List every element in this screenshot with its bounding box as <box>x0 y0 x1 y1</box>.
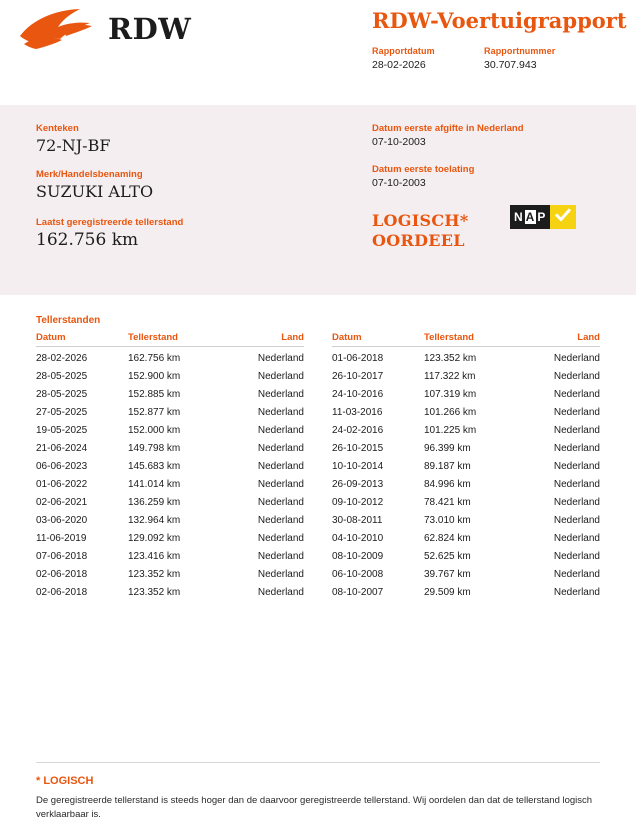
table-row <box>332 440 600 458</box>
cell-land: Nederland <box>553 479 600 490</box>
cell-tellerstand: 52.625 km <box>424 551 471 562</box>
cell-datum: 26-10-2017 <box>332 371 384 382</box>
kenteken-value: 72-NJ-BF <box>36 136 111 155</box>
cell-land: Nederland <box>257 533 304 544</box>
cell-tellerstand: 39.767 km <box>424 569 471 580</box>
cell-datum: 08-10-2009 <box>332 551 384 562</box>
footer-text: De geregistreerde tellerstand is steeds hoger dan de daarvoor geregistreerde tellerstand. Wij oordelen dan dat de tellerstand logisch verklaarbaar is. <box>36 794 593 820</box>
cell-tellerstand: 136.259 km <box>128 497 181 508</box>
odometer-tables-section <box>0 295 636 602</box>
cell-datum: 07-06-2018 <box>36 551 88 562</box>
cell-land: Nederland <box>257 461 304 472</box>
cell-land: Nederland <box>553 569 600 580</box>
footer-divider <box>36 762 600 763</box>
check-icon <box>555 207 571 228</box>
cell-land: Nederland <box>553 587 600 598</box>
column-header-land: Land <box>224 332 304 347</box>
cell-land: Nederland <box>257 569 304 580</box>
odometer-table-left <box>36 332 304 602</box>
merk-label: Merk/Handelsbenaming <box>36 169 143 180</box>
meta-rapportdatum-value: 28-02-2026 <box>372 59 426 71</box>
cell-datum: 09-10-2012 <box>332 497 384 508</box>
table-row <box>36 458 304 476</box>
cell-datum: 10-10-2014 <box>332 461 384 472</box>
cell-land: Nederland <box>553 353 600 364</box>
odometer-table-right-body <box>332 347 600 602</box>
cell-tellerstand: 145.683 km <box>128 461 181 472</box>
cell-land: Nederland <box>257 425 304 436</box>
nap-letter-a: A <box>525 210 536 224</box>
cell-tellerstand: 123.416 km <box>128 551 181 562</box>
table-row <box>332 512 600 530</box>
cell-datum: 24-10-2016 <box>332 389 384 400</box>
table-header-row <box>36 332 304 347</box>
cell-tellerstand: 132.964 km <box>128 515 181 526</box>
cell-land: Nederland <box>553 371 600 382</box>
cell-land: Nederland <box>553 389 600 400</box>
cell-tellerstand: 107.319 km <box>424 389 477 400</box>
cell-datum: 11-06-2019 <box>36 533 87 544</box>
table-row <box>36 494 304 512</box>
cell-datum: 26-09-2013 <box>332 479 384 490</box>
table-row <box>332 494 600 512</box>
table-row <box>332 368 600 386</box>
cell-datum: 28-05-2025 <box>36 389 88 400</box>
column-header-tellerstand: Tellerstand <box>128 332 224 347</box>
column-header-tellerstand: Tellerstand <box>424 332 520 347</box>
nap-letter-n: N <box>514 210 524 224</box>
cell-land: Nederland <box>553 425 600 436</box>
cell-datum: 06-06-2023 <box>36 461 88 472</box>
cell-datum: 19-05-2025 <box>36 425 88 436</box>
column-header-datum: Datum <box>36 332 128 347</box>
table-row <box>36 512 304 530</box>
table-row <box>332 404 600 422</box>
verdict-line-1: LOGISCH* <box>372 211 469 230</box>
table-row <box>36 347 304 368</box>
footer-note <box>0 762 636 823</box>
cell-land: Nederland <box>553 551 600 562</box>
meta-rapportdatum-label: Rapportdatum <box>372 46 435 56</box>
cell-land: Nederland <box>553 461 600 472</box>
cell-datum: 26-10-2015 <box>332 443 384 454</box>
table-row <box>332 566 600 584</box>
nap-letter-p: P <box>537 210 547 224</box>
cell-tellerstand: 96.399 km <box>424 443 471 454</box>
footer-title: * LOGISCH <box>36 774 94 787</box>
cell-tellerstand: 84.996 km <box>424 479 471 490</box>
cell-datum: 28-05-2025 <box>36 371 88 382</box>
nap-check-badge <box>550 205 576 229</box>
cell-land: Nederland <box>257 587 304 598</box>
cell-tellerstand: 152.000 km <box>128 425 181 436</box>
meta-rapportnummer-value: 30.707.943 <box>484 59 537 71</box>
meta-rapportnummer-label: Rapportnummer <box>484 46 556 56</box>
table-row <box>332 548 600 566</box>
brand-name: RDW <box>108 11 192 46</box>
table-row <box>36 476 304 494</box>
cell-datum: 02-06-2021 <box>36 497 88 508</box>
rdw-flame-logo-icon <box>18 6 96 52</box>
cell-land: Nederland <box>257 497 304 508</box>
cell-tellerstand: 152.877 km <box>128 407 181 418</box>
cell-tellerstand: 129.092 km <box>128 533 181 544</box>
odometer-table-right <box>332 332 600 602</box>
eerste-afgifte-label: Datum eerste afgifte in Nederland <box>372 123 524 134</box>
cell-datum: 02-06-2018 <box>36 587 88 598</box>
cell-land: Nederland <box>257 479 304 490</box>
column-header-datum: Datum <box>332 332 424 347</box>
section-title-tellerstanden: Tellerstanden <box>36 315 101 326</box>
last-odometer-block <box>36 217 183 250</box>
table-row <box>332 386 600 404</box>
rdw-logo <box>18 6 191 52</box>
odometer-table-left-body <box>36 347 304 602</box>
table-row <box>332 422 600 440</box>
nap-letters <box>510 205 550 229</box>
verdict-text <box>372 211 469 251</box>
table-row <box>36 440 304 458</box>
cell-tellerstand: 101.225 km <box>424 425 477 436</box>
table-row <box>36 422 304 440</box>
cell-tellerstand: 141.014 km <box>128 479 181 490</box>
cell-tellerstand: 152.885 km <box>128 389 181 400</box>
cell-tellerstand: 101.266 km <box>424 407 477 418</box>
table-row <box>36 530 304 548</box>
table-row <box>36 566 304 584</box>
cell-datum: 08-10-2007 <box>332 587 384 598</box>
merk-value: SUZUKI ALTO <box>36 182 154 201</box>
cell-land: Nederland <box>553 497 600 508</box>
nap-badge <box>510 205 576 229</box>
eerste-toelating-label: Datum eerste toelating <box>372 164 475 175</box>
table-row <box>36 548 304 566</box>
cell-datum: 24-02-2016 <box>332 425 384 436</box>
table-row <box>36 368 304 386</box>
column-header-land: Land <box>520 332 600 347</box>
cell-tellerstand: 123.352 km <box>424 353 477 364</box>
table-row <box>36 386 304 404</box>
cell-datum: 21-06-2024 <box>36 443 88 454</box>
vehicle-info-panel <box>0 105 636 295</box>
verdict-line-2: OORDEEL <box>372 231 465 250</box>
meta-rapportdatum <box>372 46 458 71</box>
table-row <box>36 404 304 422</box>
cell-tellerstand: 89.187 km <box>424 461 471 472</box>
table-row <box>332 347 600 368</box>
last-odometer-value: 162.756 km <box>36 230 139 250</box>
cell-tellerstand: 152.900 km <box>128 371 181 382</box>
cell-land: Nederland <box>257 443 304 454</box>
cell-tellerstand: 62.824 km <box>424 533 471 544</box>
cell-tellerstand: 73.010 km <box>424 515 471 526</box>
cell-land: Nederland <box>257 515 304 526</box>
vehicle-identity-column <box>36 123 336 215</box>
cell-land: Nederland <box>257 389 304 400</box>
table-header-row <box>332 332 600 347</box>
cell-datum: 03-06-2020 <box>36 515 88 526</box>
cell-land: Nederland <box>553 443 600 454</box>
last-odometer-label: Laatst geregistreerde tellerstand <box>36 217 184 228</box>
report-header <box>0 0 636 105</box>
kenteken-label: Kenteken <box>36 123 79 134</box>
cell-land: Nederland <box>553 515 600 526</box>
cell-tellerstand: 149.798 km <box>128 443 181 454</box>
table-row <box>332 458 600 476</box>
cell-land: Nederland <box>257 407 304 418</box>
cell-land: Nederland <box>257 353 304 364</box>
cell-land: Nederland <box>553 407 600 418</box>
eerste-afgifte-value: 07-10-2003 <box>372 136 426 148</box>
cell-land: Nederland <box>257 371 304 382</box>
cell-tellerstand: 78.421 km <box>424 497 471 508</box>
cell-tellerstand: 29.509 km <box>424 587 471 598</box>
cell-tellerstand: 123.352 km <box>128 587 181 598</box>
cell-datum: 27-05-2025 <box>36 407 88 418</box>
table-row <box>332 584 600 602</box>
table-row <box>36 584 304 602</box>
eerste-toelating-value: 07-10-2003 <box>372 177 426 189</box>
cell-datum: 04-10-2010 <box>332 533 384 544</box>
cell-datum: 11-03-2016 <box>332 407 383 418</box>
vehicle-dates-column <box>372 123 612 205</box>
cell-land: Nederland <box>257 551 304 562</box>
cell-datum: 01-06-2022 <box>36 479 88 490</box>
cell-land: Nederland <box>553 533 600 544</box>
cell-tellerstand: 117.322 km <box>424 371 476 382</box>
cell-tellerstand: 162.756 km <box>128 353 181 364</box>
report-meta <box>372 46 570 71</box>
table-row <box>332 476 600 494</box>
meta-rapportnummer <box>484 46 570 71</box>
table-row <box>332 530 600 548</box>
cell-datum: 30-08-2011 <box>332 515 383 526</box>
cell-datum: 06-10-2008 <box>332 569 384 580</box>
cell-datum: 28-02-2026 <box>36 353 88 364</box>
cell-datum: 01-06-2018 <box>332 353 384 364</box>
page-title: RDW-Voertuigrapport <box>372 8 627 33</box>
cell-tellerstand: 123.352 km <box>128 569 181 580</box>
cell-datum: 02-06-2018 <box>36 569 88 580</box>
